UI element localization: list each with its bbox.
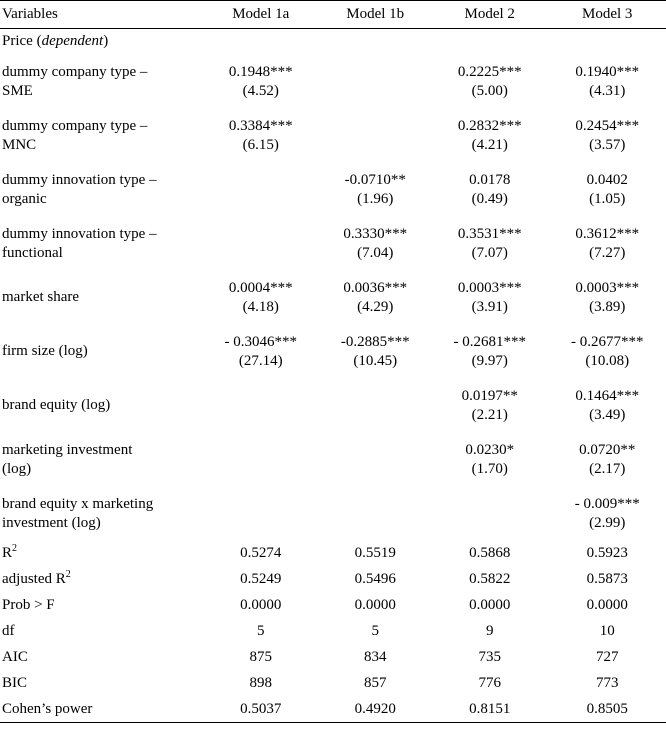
coefficient-t-statistic: (0.49) [471, 190, 508, 207]
coefficient-t-statistic: (1.96) [357, 190, 394, 207]
coefficient-estimate: 0.2832*** [457, 117, 522, 134]
statistic-row [0, 541, 666, 567]
coefficient-t-statistic: (10.08) [585, 352, 630, 369]
header-model-3: Model 3 [548, 1, 666, 29]
coefficient-estimate: 0.3384*** [228, 117, 293, 134]
coefficient-row [0, 271, 666, 325]
statistic-value: 875 [249, 649, 272, 665]
coefficient-cell [431, 433, 549, 487]
coefficient-t-statistic: (7.27) [589, 244, 626, 261]
coefficient-t-statistic: (4.21) [471, 136, 508, 153]
statistic-value: 0.5249 [240, 571, 282, 587]
coefficient-cell [320, 487, 431, 541]
statistic-row [0, 645, 666, 671]
variable-label-line2: functional [2, 244, 63, 261]
coefficient-row [0, 433, 666, 487]
coefficient-row [0, 163, 666, 217]
statistic-label-text: Cohen’s power [2, 700, 93, 717]
statistic-value: 857 [363, 675, 387, 691]
coefficient-row [0, 325, 666, 379]
statistic-label-superscript: 2 [12, 543, 18, 554]
coefficient-t-statistic: (4.18) [242, 298, 279, 315]
variable-label-line1: dummy innovation type – [2, 171, 157, 188]
dependent-suffix: ) [103, 33, 109, 50]
coefficient-cell [202, 55, 320, 109]
coefficient-estimate: 0.1464*** [575, 387, 640, 404]
statistic-label [0, 697, 202, 723]
coefficient-cell [548, 325, 666, 379]
coefficient-cell [431, 379, 549, 433]
statistic-label [0, 541, 202, 567]
statistic-value: 0.4920 [320, 697, 431, 723]
coefficient-row [0, 109, 666, 163]
coefficient-t-statistic: (6.15) [242, 136, 279, 153]
variable-label-line1: dummy company type – [2, 117, 148, 134]
statistic-value: 0.0000 [354, 597, 396, 613]
variable-label [0, 379, 202, 433]
statistic-value: 0.8505 [548, 697, 666, 723]
coefficient-estimate: 0.0003*** [575, 279, 640, 296]
coefficient-estimate: -0.2885*** [340, 333, 410, 350]
statistic-value: 0.5873 [586, 571, 628, 587]
statistic-row [0, 567, 666, 593]
coefficient-t-statistic: (1.05) [589, 190, 626, 207]
coefficient-cell [202, 379, 320, 433]
dependent-variable-row [0, 29, 666, 55]
coefficient-cell [320, 325, 431, 379]
variable-label-line2: (log) [2, 460, 32, 477]
coefficient-cell [548, 163, 666, 217]
coefficient-estimate: 0.2225*** [457, 63, 522, 80]
dependent-variable-label [0, 29, 202, 55]
coefficient-estimate: 0.2454*** [575, 117, 640, 134]
coefficient-t-statistic: (5.00) [471, 82, 508, 99]
table-header [0, 1, 666, 29]
coefficient-cell [320, 55, 431, 109]
statistic-value: 10 [599, 623, 615, 639]
coefficient-cell [548, 487, 666, 541]
coefficient-cell [431, 487, 549, 541]
coefficient-t-statistic: (10.45) [353, 352, 398, 369]
variable-label-line2: investment (log) [2, 514, 101, 531]
coefficient-estimate: - 0.2681*** [453, 333, 526, 350]
coefficient-cell [548, 109, 666, 163]
coefficient-estimate: 0.3531*** [457, 225, 522, 242]
coefficient-t-statistic: (4.29) [357, 298, 394, 315]
statistic-value: 0.5923 [586, 545, 628, 561]
coefficient-cell [202, 433, 320, 487]
coefficient-cell [431, 163, 549, 217]
statistic-value: 834 [363, 649, 387, 665]
coefficient-cell [320, 433, 431, 487]
variable-label-line1: brand equity x marketing [2, 495, 154, 512]
coefficient-estimate: 0.0720** [579, 441, 636, 458]
coefficient-estimate: 0.0036*** [343, 279, 408, 296]
statistic-label-text: Prob > F [2, 597, 55, 613]
coefficient-cell [202, 217, 320, 271]
variable-label-line1: market share [2, 289, 80, 305]
coefficient-cell [548, 433, 666, 487]
dependent-italic: dependent [41, 33, 104, 50]
statistic-value: 773 [595, 675, 619, 691]
header-model-2: Model 2 [431, 1, 549, 29]
coefficient-cell [431, 217, 549, 271]
variable-label-line2: MNC [2, 136, 37, 153]
coefficient-t-statistic: (2.17) [589, 460, 626, 477]
statistic-row [0, 593, 666, 619]
coefficient-cell [320, 109, 431, 163]
coefficient-cell [320, 217, 431, 271]
coefficient-estimate: 0.0402 [586, 171, 628, 188]
coefficient-estimate: 0.0230* [465, 441, 515, 458]
statistic-value: 776 [478, 675, 501, 691]
statistic-value: 9 [485, 623, 494, 639]
coefficient-cell [548, 379, 666, 433]
coefficient-t-statistic: (3.91) [471, 298, 508, 315]
coefficient-t-statistic: (3.57) [589, 136, 626, 153]
coefficient-cell [320, 163, 431, 217]
variable-label-line1: brand equity (log) [2, 397, 111, 413]
statistic-label-text: AIC [2, 649, 28, 665]
coefficient-estimate: -0.0710** [344, 171, 406, 188]
variable-label [0, 271, 202, 325]
variable-label [0, 433, 202, 487]
coefficient-estimate: 0.3612*** [575, 225, 640, 242]
coefficient-t-statistic: (9.97) [471, 352, 508, 369]
statistic-value: 0.0000 [586, 597, 628, 613]
header-model-1b: Model 1b [320, 1, 431, 29]
coefficient-cell [548, 55, 666, 109]
statistic-value: 0.5496 [354, 571, 396, 587]
statistic-label-text: adjusted R [2, 571, 66, 587]
statistic-value: 735 [478, 649, 501, 665]
dependent-prefix: Price ( [2, 33, 42, 50]
coefficient-estimate: - 0.009*** [574, 495, 640, 512]
variable-label [0, 217, 202, 271]
statistic-label-text: R [2, 545, 13, 561]
coefficient-row [0, 217, 666, 271]
statistic-label [0, 593, 202, 619]
header-model-1a: Model 1a [202, 1, 320, 29]
statistic-value: 898 [249, 675, 272, 691]
coefficient-cell [320, 271, 431, 325]
coefficient-row [0, 487, 666, 541]
variable-label-line1: marketing investment [2, 441, 133, 458]
coefficient-row [0, 379, 666, 433]
header-variables: Variables [0, 1, 202, 29]
coefficient-cell [202, 109, 320, 163]
coefficient-estimate: 0.3330*** [343, 225, 408, 242]
coefficient-estimate: 0.0003*** [457, 279, 522, 296]
statistic-label-superscript: 2 [65, 569, 71, 580]
coefficient-t-statistic: (3.89) [589, 298, 626, 315]
statistic-value: 727 [595, 649, 619, 665]
coefficient-cell [548, 217, 666, 271]
variable-label-line1: dummy innovation type – [2, 225, 157, 242]
statistic-value: 0.5868 [469, 545, 511, 561]
coefficient-cell [548, 271, 666, 325]
statistic-row [0, 671, 666, 697]
coefficient-cell [202, 163, 320, 217]
coefficient-cell [431, 109, 549, 163]
coefficient-estimate: - 0.3046*** [224, 333, 297, 350]
coefficient-t-statistic: (3.49) [589, 406, 626, 423]
coefficient-estimate: 0.1948*** [228, 63, 293, 80]
coefficient-cell [431, 325, 549, 379]
coefficient-t-statistic: (4.31) [589, 82, 626, 99]
coefficient-t-statistic: (4.52) [242, 82, 279, 99]
statistic-value: 0.5822 [469, 571, 511, 587]
coefficient-cell [202, 487, 320, 541]
statistic-value: 0.5274 [240, 545, 282, 561]
variable-label [0, 325, 202, 379]
coefficient-cell [431, 271, 549, 325]
coefficient-t-statistic: (7.04) [357, 244, 394, 261]
coefficient-t-statistic: (2.21) [471, 406, 508, 423]
variable-label [0, 55, 202, 109]
variable-label-line1: dummy company type – [2, 63, 148, 80]
coefficient-cell [202, 325, 320, 379]
header-row [0, 1, 666, 29]
statistic-value: 0.5519 [354, 545, 396, 561]
coefficient-estimate: 0.0197** [461, 387, 518, 404]
statistic-label [0, 671, 202, 697]
statistic-label [0, 619, 202, 645]
variable-label [0, 109, 202, 163]
coefficient-row [0, 55, 666, 109]
coefficient-t-statistic: (1.70) [471, 460, 508, 477]
variable-label-line2: SME [2, 82, 33, 99]
coefficient-t-statistic: (2.99) [589, 514, 626, 531]
statistic-label [0, 645, 202, 671]
statistic-label-text: BIC [2, 675, 28, 691]
coefficient-cell [202, 271, 320, 325]
statistic-value: 5 [257, 623, 265, 639]
coefficient-t-statistic: (27.14) [238, 352, 283, 369]
variable-label [0, 487, 202, 541]
statistic-row [0, 619, 666, 645]
coefficient-estimate: 0.1940*** [575, 63, 640, 80]
coefficient-cell [431, 55, 549, 109]
variable-label-line2: organic [2, 190, 47, 207]
coefficient-estimate: 0.0004*** [228, 279, 293, 296]
statistic-label [0, 567, 202, 593]
statistic-value: 0.5037 [202, 697, 320, 723]
coefficient-estimate: - 0.2677*** [570, 333, 644, 350]
statistic-label-text: df [2, 623, 15, 639]
statistic-value: 0.0000 [240, 597, 282, 613]
variable-label [0, 163, 202, 217]
coefficient-estimate: 0.0178 [469, 171, 511, 188]
variable-label-line1: firm size (log) [2, 343, 88, 359]
statistic-value: 0.0000 [469, 597, 511, 613]
statistic-value: 5 [371, 623, 379, 639]
statistic-value: 0.8151 [431, 697, 549, 723]
coefficient-t-statistic: (7.07) [471, 244, 508, 261]
table-body [0, 29, 666, 723]
coefficient-cell [320, 379, 431, 433]
statistic-row [0, 697, 666, 723]
